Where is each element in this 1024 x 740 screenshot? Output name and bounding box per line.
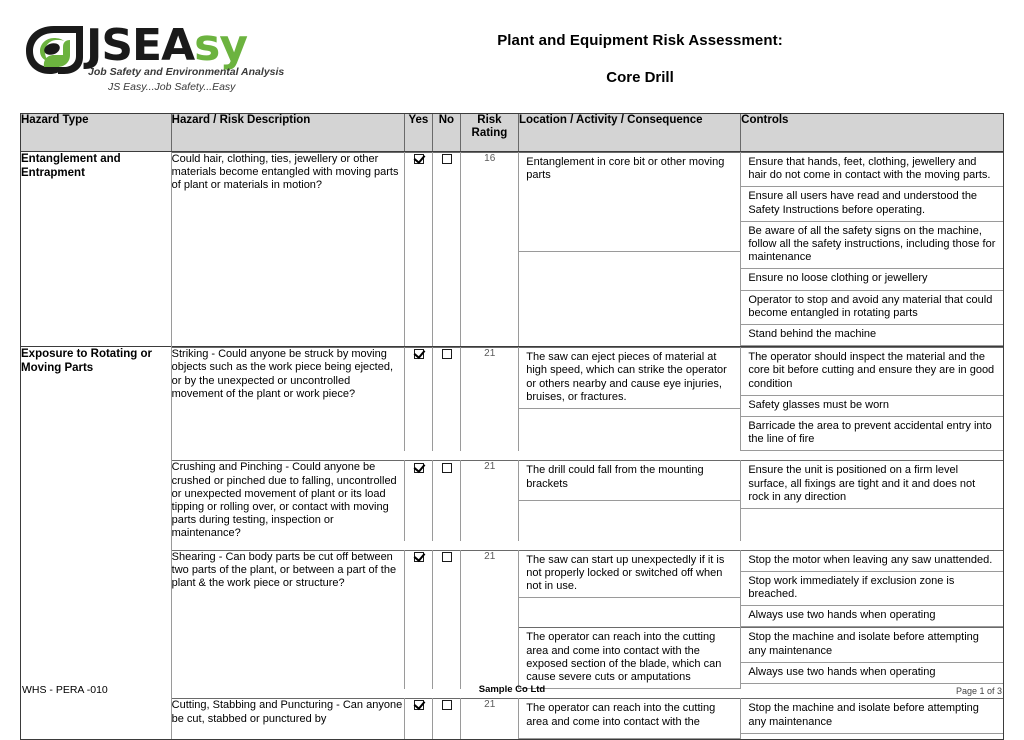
control-text: Safety glasses must be worn [741,395,1003,416]
hazard-section [21,152,1003,347]
location-text: Entanglement in core bit or other moving parts [519,153,740,252]
risk-assessment-table [20,113,1004,740]
page-header [0,0,1024,92]
control-row [741,571,1003,605]
control-row [741,417,1003,451]
control-text: Stop the machine and isolate before attempting any maintenance [741,699,1003,733]
control-text: Always use two hands when operating [741,662,1003,683]
logo-tagline-secondary: JS Easy...Job Safety...Easy [108,81,236,93]
question-row-continuation [172,628,1003,689]
location-cell [519,348,741,452]
jseasy-logo-mark [24,24,86,76]
no-checkbox-cell[interactable] [433,699,461,740]
yes-checkbox[interactable] [414,552,424,562]
control-row [741,153,1003,187]
question-block [172,550,1003,690]
controls-cell [741,461,1003,541]
control-text: Ensure the unit is positioned on a firm level surface, all fixings are tight and it and does not rock in any direction [741,461,1003,508]
control-text: Stop the machine and isolate before attempting any maintenance [741,628,1003,662]
footer-page-number: Page 1 of 3 [955,686,1002,696]
block-gap [172,541,1003,550]
hazard-description-spacer [172,628,405,689]
hazard-section [21,347,1003,740]
yes-checkbox-cell[interactable] [405,550,433,628]
column-header-no: No [432,114,460,152]
location-text: The saw can start up unexpectedly if it is not properly locked or switched off when not in use. [519,551,740,599]
no-checkbox-cell[interactable] [433,153,461,347]
no-checkbox[interactable] [442,154,452,164]
location-text: The operator can reach into the cutting area and come into contact with the [519,699,740,739]
control-text: Stop the motor when leaving any saw unattended. [741,551,1003,572]
question-row [172,153,1003,347]
location-text: The drill could fall from the mounting brackets [519,461,740,501]
risk-rating-cell: 16 [461,153,519,347]
no-checkbox[interactable] [442,463,452,473]
control-row [741,325,1003,346]
location-cell [519,153,741,347]
risk-table-grid [21,114,1003,739]
no-checkbox[interactable] [442,349,452,359]
logo-word-dark: JSEA [86,20,195,71]
table-header [21,114,1003,152]
yes-checkbox-spacer [405,628,433,689]
control-row [741,187,1003,221]
controls-list [741,699,1003,733]
control-text: Ensure that hands, feet, clothing, jewellery and hair do not come in contact with the moving parts. [741,153,1003,187]
control-row [741,348,1003,395]
page-subtitle: Core Drill [606,69,674,86]
control-text: Stop work immediately if exclusion zone is breached. [741,571,1003,605]
controls-list [741,551,1003,628]
question-row [172,461,1003,541]
question-block [172,698,1003,739]
jseasy-logo [24,22,294,92]
risk-rating-cell: 21 [461,550,519,628]
risk-rating-cell: 21 [461,461,519,541]
page-footer [0,684,1024,704]
location-text: The operator can reach into the cutting area and come into contact with the exposed section of the blade, which can cause severe cuts or amputations [519,628,740,689]
yes-checkbox-cell[interactable] [405,461,433,541]
control-text: Always use two hands when operating [741,606,1003,627]
column-header-hazard-type: Hazard Type [21,114,171,152]
control-row [741,699,1003,733]
control-text: Operator to stop and avoid any material that could become entangled in rotating parts [741,290,1003,324]
footer-document-code: WHS - PERA -010 [22,684,108,696]
yes-checkbox[interactable] [414,463,424,473]
control-row [741,662,1003,683]
yes-checkbox-cell[interactable] [405,348,433,452]
control-row [741,551,1003,572]
controls-cell [741,348,1003,452]
control-text: Be aware of all the safety signs on the machine, follow all the safety instructions, including those for maintenance [741,221,1003,269]
hazard-description-cell: Striking - Could anyone be struck by moving objects such as the work piece being ejected, or by the unexpected or uncontrolled movement of the plant or work piece? [172,348,405,452]
controls-list [741,628,1003,684]
column-header-controls: Controls [741,114,1003,152]
no-checkbox-cell[interactable] [433,348,461,452]
question-row [172,699,1003,740]
question-row [172,348,1003,452]
hazard-section-content [171,152,1003,347]
location-cell [519,699,741,740]
question-block [172,347,1003,451]
controls-cell [741,628,1003,689]
controls-cell [741,550,1003,628]
controls-list [741,461,1003,509]
no-checkbox-cell[interactable] [433,550,461,628]
logo-tagline-primary: Job Safety and Environmental Analysis [88,66,285,78]
hazard-description-cell: Cutting, Stabbing and Puncturing - Can anyone be cut, stabbed or punctured by [172,699,405,740]
hazard-section-content [171,347,1003,740]
no-checkbox-spacer [433,628,461,689]
controls-cell [741,699,1003,740]
yes-checkbox-cell[interactable] [405,699,433,740]
control-text: The operator should inspect the material and the core bit before cutting and ensure they are in good condition [741,348,1003,395]
question-block [172,152,1003,346]
risk-rating-cell: 21 [461,348,519,452]
control-text: Barricade the area to prevent accidental entry into the line of fire [741,417,1003,451]
hazard-description-cell: Shearing - Can body parts be cut off between two parts of the plant, or between a part of the plant & the work piece or structure? [172,550,405,628]
control-text: Stand behind the machine [741,325,1003,346]
column-header-hazard-description: Hazard / Risk Description [171,114,404,152]
yes-checkbox[interactable] [414,154,424,164]
control-row [741,606,1003,627]
hazard-description-cell: Could hair, clothing, ties, jewellery or other materials become entangled with moving parts of plant or materials in motion? [172,153,405,347]
hazard-type-cell: Exposure to Rotating or Moving Parts [21,347,171,740]
controls-cell [741,153,1003,347]
page-title: Plant and Equipment Risk Assessment: [497,32,783,49]
column-header-location: Location / Activity / Consequence [518,114,740,152]
location-text: The saw can eject pieces of material at high speed, which can strike the operator or others nearby and cause eye injuries, bruises, or fractures. [519,348,740,409]
table-body [21,152,1003,740]
question-row [172,550,1003,628]
column-header-yes: Yes [404,114,432,152]
location-cell [519,550,741,628]
control-row [741,461,1003,508]
location-cell [519,628,741,689]
no-checkbox[interactable] [442,552,452,562]
control-text: Ensure no loose clothing or jewellery [741,269,1003,290]
risk-rating-spacer [461,628,519,689]
controls-list [741,153,1003,346]
location-cell [519,461,741,541]
controls-list [741,348,1003,451]
control-row [741,269,1003,290]
yes-checkbox-cell[interactable] [405,153,433,347]
hazard-type-cell: Entanglement and Entrapment [21,152,171,347]
no-checkbox-cell[interactable] [433,461,461,541]
footer-company-name: Sample Co Ltd [478,684,546,695]
question-block [172,460,1003,540]
logo-word-green: sy [194,20,248,71]
table-header-row [21,114,1003,152]
risk-rating-cell: 21 [461,699,519,740]
control-row [741,628,1003,662]
block-gap [172,451,1003,460]
control-row [741,395,1003,416]
yes-checkbox[interactable] [414,349,424,359]
document-title-block [330,32,950,86]
control-text: Ensure all users have read and understood the Safety Instructions before operating. [741,187,1003,221]
control-row [741,290,1003,324]
column-header-risk-rating: Risk Rating [460,114,518,152]
hazard-description-cell: Crushing and Pinching - Could anyone be crushed or pinched due to falling, uncontrolled or unexpected movement of plant or its load tipping or rolling over, or contact with moving parts during testing, inspection or maintenance? [172,461,405,541]
control-row [741,221,1003,269]
